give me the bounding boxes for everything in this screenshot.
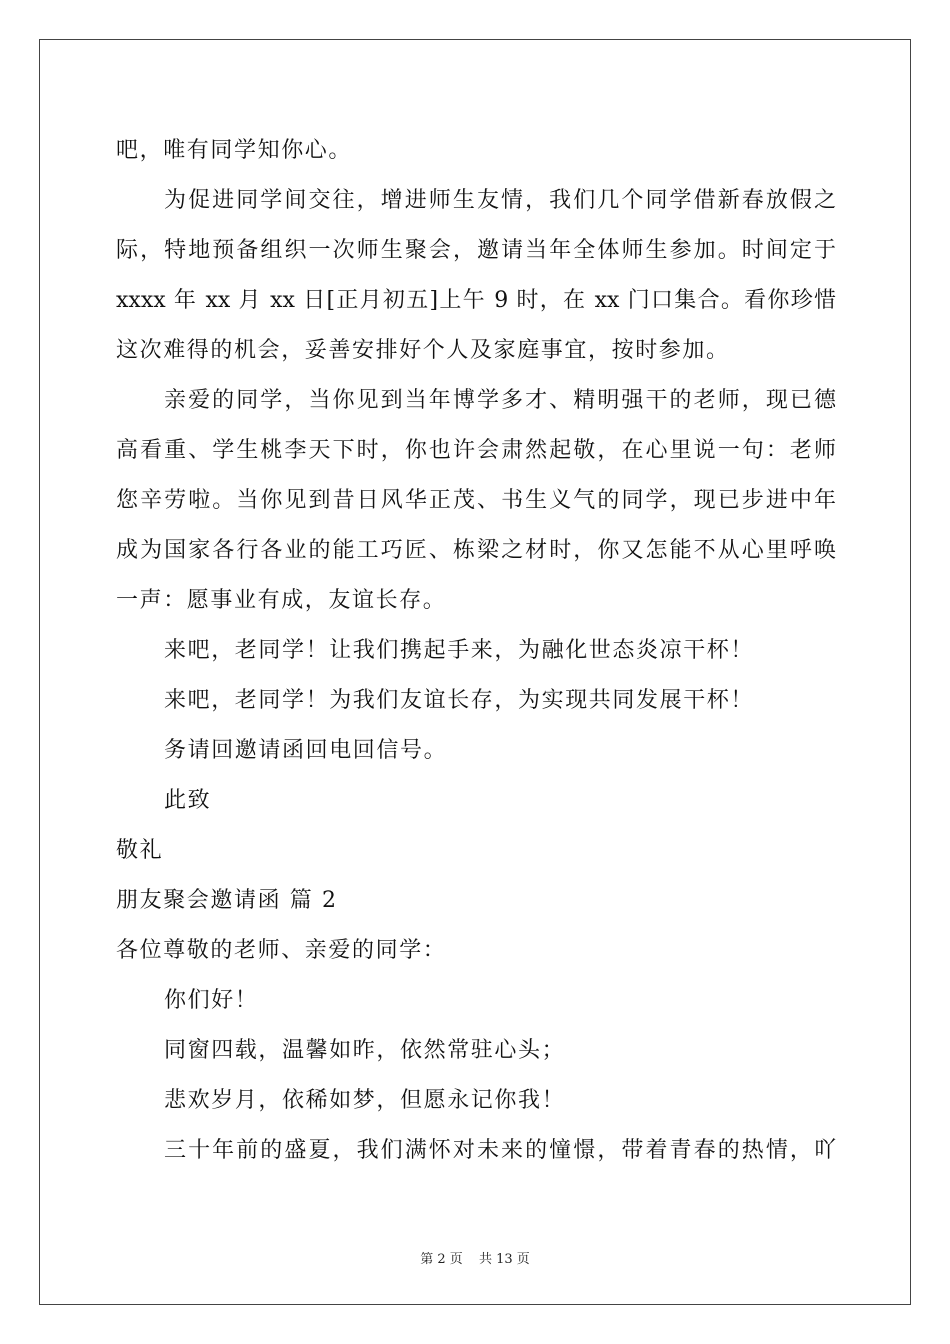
text-line: 悲欢岁月，依稀如梦，但愿永记你我！: [164, 1088, 566, 1113]
text-line: 你们好！: [164, 988, 259, 1013]
text-line: 敬礼: [116, 838, 164, 863]
text-line: 亲爱的同学，当你见到当年博学多才、精明强干的老师，现已德: [164, 388, 836, 413]
document-body: [116, 126, 836, 1176]
text-line: 同窗四载，温馨如昨，依然常驻心头；: [164, 1038, 566, 1063]
text-line: 成为国家各行各业的能工巧匠、栋梁之材时，你又怎能不从心里呼唤: [116, 538, 836, 563]
text-line: 您辛劳啦。当你见到昔日风华正茂、书生义气的同学，现已步进中年: [116, 488, 836, 513]
text-line: 来吧，老同学！让我们携起手来，为融化世态炎凉干杯！: [164, 638, 755, 663]
text-line: 此致: [164, 788, 212, 813]
text-line: 高看重、学生桃李天下时，你也许会肃然起敬，在心里说一句：老师: [116, 438, 836, 463]
text-line: 这次难得的机会，妥善安排好个人及家庭事宜，按时参加。: [116, 338, 730, 363]
salutation: 各位尊敬的老师、亲爱的同学：: [116, 938, 447, 963]
page-number: 第 2 页: [420, 1252, 463, 1267]
page-footer: [0, 1248, 950, 1267]
text-line: 务请回邀请函回电回信号。: [164, 738, 448, 763]
text-line: 三十年前的盛夏，我们满怀对未来的憧憬，带着青春的热情，吖: [164, 1138, 836, 1163]
text-line: 际，特地预备组织一次师生聚会，邀请当年全体师生参加。时间定于: [116, 238, 836, 263]
text-line: 来吧，老同学！为我们友谊长存，为实现共同发展干杯！: [164, 688, 755, 713]
section-heading: 朋友聚会邀请函 篇 2: [116, 888, 338, 913]
text-line: 吧，唯有同学知你心。: [116, 138, 353, 163]
text-line: xxxx 年 xx 月 xx 日[正月初五]上午 9 时，在 xx 门口集合。看你珍惜: [116, 288, 836, 313]
text-line: 一声：愿事业有成，友谊长存。: [116, 588, 447, 613]
text-line: 为促进同学间交往，增进师生友情，我们几个同学借新春放假之: [164, 188, 836, 213]
page-total: 共 13 页: [478, 1252, 530, 1267]
